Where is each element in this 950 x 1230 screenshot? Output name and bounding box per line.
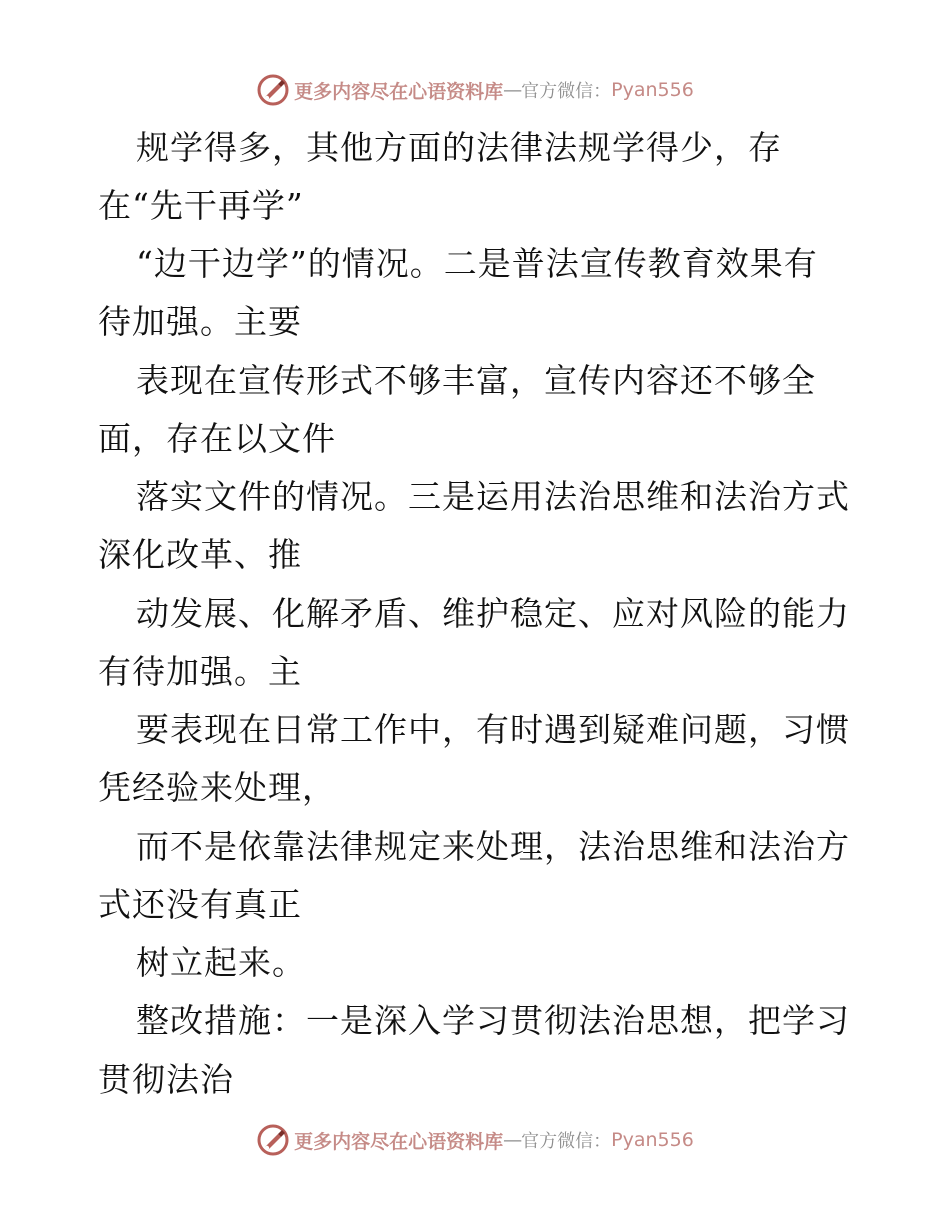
body-line: 落实文件的情况。三是运用法治思维和法治方式 [136, 477, 850, 516]
footer-wechat-label: 官方微信： [521, 1131, 612, 1152]
body-line: 凭经验来处理， [98, 768, 336, 807]
body-line: 有待加强。主 [98, 652, 302, 691]
body-line: 而不是依靠法律规定来处理，法治思维和法治方 [136, 827, 850, 866]
footer-site-text: 更多内容尽在心语资料库 [294, 1130, 504, 1153]
header-banner [0, 70, 950, 110]
header-wechat-label: 官方微信： [521, 81, 612, 102]
body-line: 整改措施：一是深入学习贯彻法治思想，把学习 [136, 1001, 850, 1040]
body-line: “边干边学”的情况。二是普法宣传教育效果有 [136, 244, 818, 283]
body-line: 树立起来。 [136, 943, 306, 982]
pen-logo-icon [256, 1123, 290, 1157]
body-line: 规学得多，其他方面的法律法规学得少，存 [136, 128, 782, 167]
footer-account: Pyan556 [611, 1129, 694, 1151]
body-line: 式还没有真正 [98, 885, 302, 924]
footer-banner [0, 1120, 950, 1160]
body-line: 贯彻法治 [98, 1060, 234, 1099]
body-line: 在“先干再学” [98, 186, 304, 225]
body-line: 待加强。主要 [98, 302, 302, 341]
footer-separator: — [503, 1129, 522, 1151]
pen-logo-icon [256, 73, 290, 107]
body-line: 动发展、化解矛盾、维护稳定、应对风险的能力 [136, 594, 850, 633]
header-site-text: 更多内容尽在心语资料库 [294, 80, 504, 103]
body-line: 表现在宣传形式不够丰富，宣传内容还不够全 [136, 361, 816, 400]
header-separator: — [503, 79, 522, 101]
header-account: Pyan556 [611, 79, 694, 101]
body-line: 深化改革、推 [98, 535, 302, 574]
body-line: 要表现在日常工作中，有时遇到疑难问题，习惯 [136, 710, 850, 749]
body-line: 面，存在以文件 [98, 419, 336, 458]
